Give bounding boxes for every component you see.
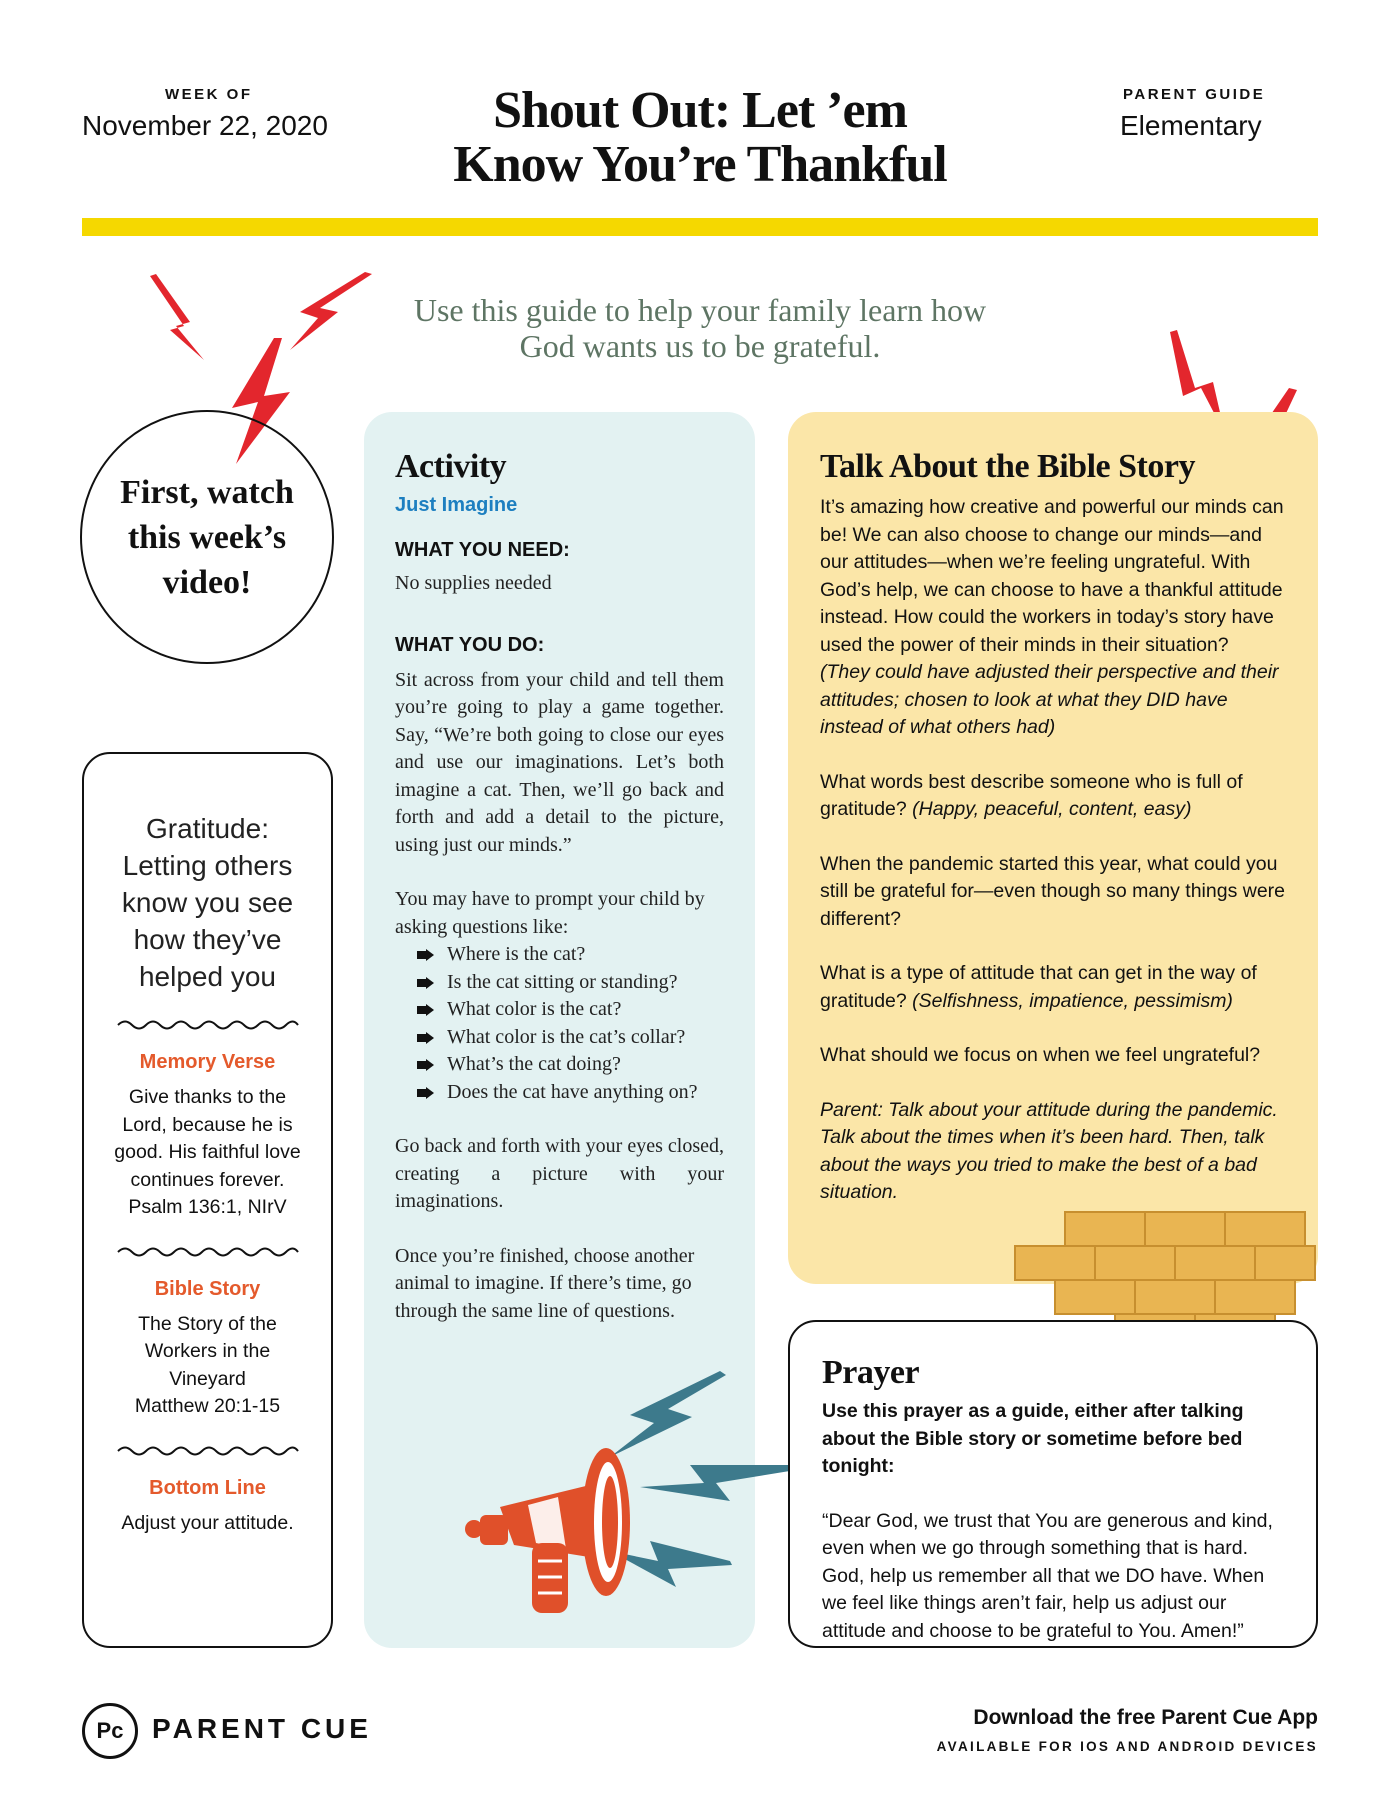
bolt-icon bbox=[150, 274, 204, 360]
arrow-bullet-icon bbox=[417, 949, 434, 961]
title-line-1: Shout Out: Let ’em bbox=[493, 82, 907, 139]
answer-text: (Selfishness, impatience, pessimism) bbox=[912, 989, 1233, 1012]
megaphone-icon bbox=[440, 1365, 820, 1625]
list-item bbox=[395, 1079, 724, 1107]
memory-verse-heading: Memory Verse bbox=[139, 1051, 276, 1073]
question-text: What words best describe someone who is full of gratitude? bbox=[820, 770, 1243, 820]
talk-about-card bbox=[788, 412, 1318, 1284]
memory-verse-text: Give thanks to the Lord, because he is good. His faithful love continues forever. bbox=[114, 1086, 301, 1191]
question-text: Where is the cat? bbox=[447, 943, 586, 965]
intro-text bbox=[360, 292, 1040, 364]
question-text: Does the cat have anything on? bbox=[447, 1080, 698, 1103]
bottom-line-text: Adjust your attitude. bbox=[121, 1511, 294, 1534]
prayer-card bbox=[788, 1320, 1318, 1648]
bible-story-text: The Story of the Workers in the Vineyard bbox=[138, 1312, 277, 1390]
activity-heading: Activity bbox=[395, 448, 507, 485]
arrow-bullet-icon bbox=[417, 977, 434, 989]
guide-level: Elementary bbox=[1120, 110, 1262, 141]
question-text: Is the cat sitting or standing? bbox=[447, 970, 678, 993]
talk-question-3: When the pandemic started this year, what could you still be grateful for—even though so many things were different? bbox=[820, 852, 1286, 930]
theme-text: Gratitude: Letting others know you see how they’ve helped you bbox=[121, 813, 294, 992]
sidebar-summary bbox=[82, 752, 333, 1648]
list-item bbox=[395, 969, 724, 997]
what-you-do-paragraph-2: You may have to prompt your child by asking questions like: bbox=[395, 888, 705, 938]
wavy-divider bbox=[116, 1017, 300, 1033]
guide-label: PARENT GUIDE bbox=[1123, 86, 1266, 103]
list-item bbox=[395, 941, 724, 969]
memory-verse-ref: Psalm 136:1, NIrV bbox=[128, 1196, 287, 1218]
activity-subtitle: Just Imagine bbox=[395, 494, 518, 516]
page-title bbox=[420, 84, 980, 192]
parent-note: Parent: Talk about your attitude during the pandemic. Talk about the times when it’s been hard. Then, talk about the ways you tried to make the best of a bad situation. bbox=[820, 1098, 1278, 1203]
download-app-text: Download the free Parent Cue App bbox=[973, 1706, 1318, 1729]
arrow-bullet-icon bbox=[417, 1032, 434, 1044]
talk-paragraph-1: It’s amazing how creative and powerful our minds can be! We can also choose to change our minds—and our attitudes—when we’re feeling ungrateful. With God’s help, we can choose to have a thankful attitude instead. How could the workers in today’s story have used the power of their minds in their situation? bbox=[820, 496, 1284, 656]
what-you-do-label: WHAT YOU DO: bbox=[395, 633, 545, 656]
arrow-bullet-icon bbox=[417, 1004, 434, 1016]
prayer-heading: Prayer bbox=[822, 1354, 920, 1391]
answer-text: (Happy, peaceful, content, easy) bbox=[912, 798, 1192, 820]
wavy-divider bbox=[116, 1244, 300, 1260]
talk-question-2 bbox=[820, 769, 1286, 824]
what-you-do-paragraph-3: Go back and forth with your eyes closed, creating a picture with your imaginations. bbox=[395, 1135, 724, 1212]
what-you-need-label: WHAT YOU NEED: bbox=[395, 539, 570, 561]
header-divider bbox=[82, 218, 1318, 236]
intro-line-2: God wants us to be grateful. bbox=[519, 328, 881, 364]
brand-name: PARENT CUE bbox=[152, 1713, 372, 1744]
wavy-divider bbox=[116, 1443, 300, 1459]
logo-mark: Pc bbox=[96, 1718, 124, 1743]
arrow-bullet-icon bbox=[417, 1059, 434, 1071]
watch-video-callout bbox=[80, 410, 334, 664]
week-date: November 22, 2020 bbox=[82, 110, 328, 141]
arrow-bullet-icon bbox=[417, 1087, 434, 1099]
title-line-2: Know You’re Thankful bbox=[453, 136, 947, 193]
what-you-do-paragraph-4: Once you’re finished, choose another animal to imagine. If there’s time, go through the same line of questions. bbox=[395, 1244, 695, 1322]
what-you-do-paragraph-1: Sit across from your child and tell them you’re going to play a game together. Say, “We’re both going to close our eyes and use our imaginations. Let’s both imagine a cat. Then, we’ll go back and forth and add a detail to the picture, using just our minds.” bbox=[395, 668, 724, 856]
parent-cue-logo bbox=[82, 1703, 138, 1759]
question-text: What color is the cat’s collar? bbox=[447, 1025, 686, 1048]
talk-heading: Talk About the Bible Story bbox=[820, 448, 1195, 485]
talk-question-4 bbox=[820, 960, 1286, 1015]
what-you-need-text: No supplies needed bbox=[395, 572, 552, 594]
question-list bbox=[395, 941, 724, 1106]
prayer-lead: Use this prayer as a guide, either after talking about the Bible story or sometime before bed tonight: bbox=[822, 1400, 1244, 1477]
talk-question-5: What should we focus on when we feel ungrateful? bbox=[820, 1044, 1261, 1066]
list-item bbox=[395, 1051, 724, 1079]
week-label: WEEK OF bbox=[165, 86, 253, 103]
question-text: What color is the cat? bbox=[447, 998, 622, 1020]
list-item bbox=[395, 1024, 724, 1052]
question-text: What is a type of attitude that can get in the way of gratitude? bbox=[820, 962, 1257, 1012]
watch-video-text: First, watch this week’s video! bbox=[120, 473, 294, 601]
bible-story-heading: Bible Story bbox=[154, 1277, 261, 1300]
bible-story-ref: Matthew 20:1-15 bbox=[134, 1395, 281, 1417]
availability-text: AVAILABLE FOR IOS AND ANDROID DEVICES bbox=[936, 1739, 1318, 1754]
talk-answer-1: (They could have adjusted their perspective and their attitudes; chosen to look at what they DID have instead of what others had) bbox=[820, 661, 1279, 738]
question-text: What’s the cat doing? bbox=[447, 1053, 621, 1075]
list-item bbox=[395, 996, 724, 1024]
intro-line-1: Use this guide to help your family learn how bbox=[413, 292, 987, 328]
prayer-text: “Dear God, we trust that You are generous and kind, even when we go through something that is hard. God, help us remember all that we DO have. When we feel like things aren’t fair, help us adjust our attitude and choose to be grateful to You. Amen!” bbox=[822, 1509, 1273, 1642]
bottom-line-heading: Bottom Line bbox=[149, 1476, 266, 1499]
